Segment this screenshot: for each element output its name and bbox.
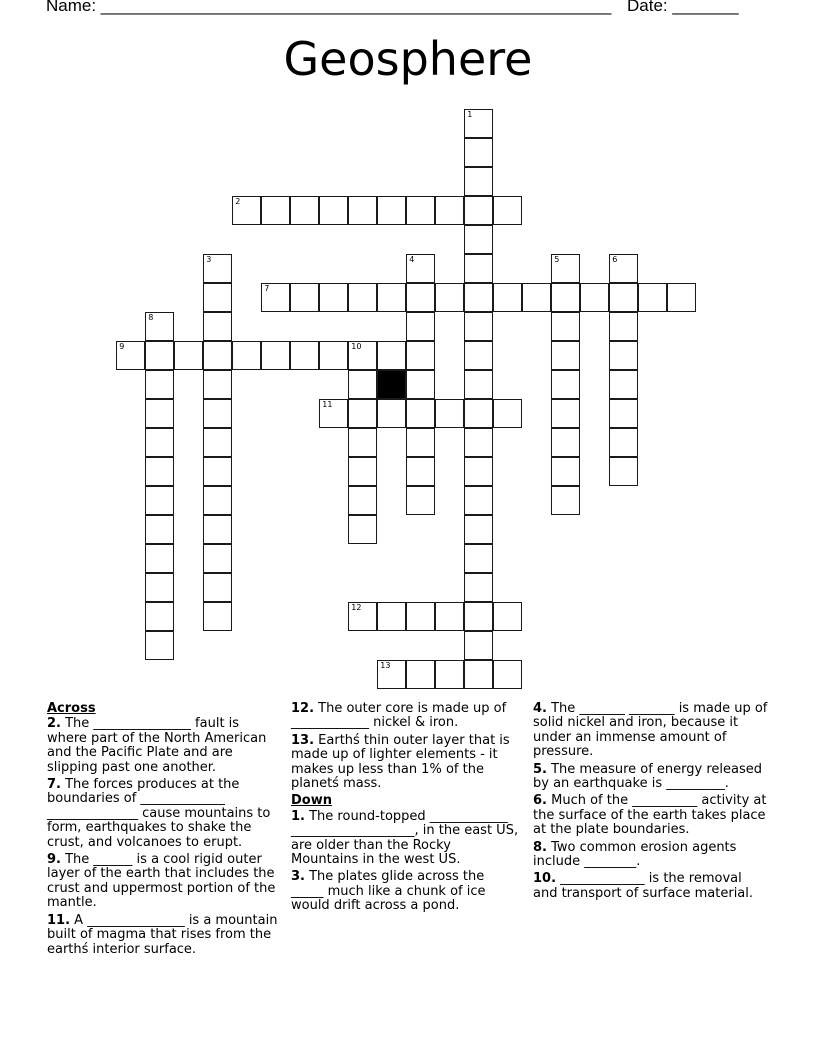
grid-cell[interactable] [464,341,493,370]
clue-down-6 [533,794,769,837]
name-field[interactable]: Name: ______________________________________________________ [46,0,612,15]
grid-cell[interactable] [493,602,522,631]
grid-cell[interactable] [406,660,435,689]
clue-text: The measure of energy released by an earthquake is _________. [533,761,763,792]
grid-cell[interactable] [551,254,580,283]
grid-cell[interactable] [348,486,377,515]
clue-number-label: 7 [264,284,270,294]
grid-cell[interactable] [348,457,377,486]
grid-cell[interactable] [145,370,174,399]
clue-text: Two common erosion agents include ________. [533,839,737,870]
grid-cell[interactable] [203,486,232,515]
grid-cell[interactable] [145,486,174,515]
grid-cell[interactable] [551,283,580,312]
grid-cell[interactable] [493,660,522,689]
grid-cell[interactable] [203,515,232,544]
clue-text: The _______ _______ is made up of solid nickel and iron, because it under an immense amount of pressure. [533,701,768,760]
grid-cell[interactable] [464,312,493,341]
grid-cell[interactable] [609,283,638,312]
grid-cell[interactable] [145,457,174,486]
grid-cell[interactable] [435,196,464,225]
clue-number: 1. [291,808,305,824]
clue-number-label: 1 [467,110,473,120]
clue-number: 4. [533,701,547,716]
grid-cell[interactable] [290,196,319,225]
grid-cell[interactable] [203,602,232,631]
grid-cell[interactable] [464,399,493,428]
grid-cell[interactable] [348,370,377,399]
grid-cell[interactable] [377,660,406,689]
grid-cell[interactable] [145,515,174,544]
clue-number-label: 11 [322,400,333,410]
grid-cell[interactable] [580,283,609,312]
grid-cell[interactable] [203,399,232,428]
grid-cell[interactable] [522,283,551,312]
grid-cell[interactable] [667,283,696,312]
clue-text: The plates glide across the _____ much like a chunk of ice would drift across a pond. [291,869,486,914]
clues-column-2 [291,702,519,917]
grid-cell[interactable] [406,428,435,457]
grid-cell[interactable] [609,312,638,341]
grid-cell[interactable] [145,602,174,631]
grid-cell[interactable] [261,196,290,225]
grid-cell[interactable] [609,341,638,370]
clue-number: 8. [533,839,547,855]
grid-cell[interactable] [377,196,406,225]
grid-cell[interactable] [145,428,174,457]
clue-text: A _______________ is a mountain built of magma that rises from the earthś interior surface. [47,912,278,957]
across-heading: Across [47,701,96,716]
grid-cell[interactable] [203,370,232,399]
grid-cell[interactable] [435,283,464,312]
grid-cell[interactable] [464,370,493,399]
grid-cell[interactable] [377,341,406,370]
grid-cell[interactable] [464,167,493,196]
grid-cell[interactable] [348,399,377,428]
grid-cell[interactable] [464,138,493,167]
clue-number-label: 5 [554,255,560,265]
grid-cell[interactable] [203,341,232,370]
clue-down-4 [533,702,769,760]
grid-cell[interactable] [609,254,638,283]
grid-cell[interactable] [609,370,638,399]
grid-cell[interactable] [493,399,522,428]
grid-cell[interactable] [493,283,522,312]
clue-number: 9. [47,852,61,868]
grid-cell[interactable] [319,341,348,370]
grid-cell[interactable] [464,457,493,486]
page-title: Geosphere [283,32,533,86]
grid-cell[interactable] [203,457,232,486]
grid-cell[interactable] [406,486,435,515]
grid-cell[interactable] [174,341,203,370]
grid-cell[interactable] [464,544,493,573]
clue-number-label: 8 [148,313,154,323]
grid-cell[interactable] [348,428,377,457]
grid-cell[interactable] [464,631,493,660]
grid-cell[interactable] [348,283,377,312]
grid-cell[interactable] [464,225,493,254]
grid-cell[interactable] [464,254,493,283]
clue-number: 6. [533,793,547,809]
clue-across-13 [291,734,519,792]
grid-cell[interactable] [609,428,638,457]
grid-cell[interactable] [435,399,464,428]
clue-across-11 [47,914,282,957]
clue-text: Earthś thin outer layer that is made up of lighter elements - it makes up less than 1% of the planetś mass. [291,732,510,792]
grid-cell[interactable] [348,602,377,631]
grid-cell[interactable] [493,196,522,225]
grid-cell[interactable] [406,196,435,225]
grid-cell[interactable] [261,283,290,312]
date-field[interactable]: Date: _______ [627,0,739,15]
clue-text: Much of the __________ activity at the surface of the earth takes place at the plate boundaries. [533,793,767,838]
clue-across-12 [291,702,519,731]
grid-cell[interactable] [319,196,348,225]
grid-cell[interactable] [551,428,580,457]
grid-cell[interactable] [145,544,174,573]
clue-text: The outer core is made up of ____________ nickel & iron. [291,701,507,731]
clue-across-2 [47,717,282,775]
grid-cell[interactable] [464,196,493,225]
grid-cell[interactable] [551,341,580,370]
grid-cell[interactable] [145,573,174,602]
clue-down-10 [533,872,769,901]
grid-cell[interactable] [406,457,435,486]
grid-cell[interactable] [406,254,435,283]
clue-number: 12. [291,701,315,716]
grid-cell[interactable] [551,457,580,486]
grid-cell[interactable] [377,602,406,631]
grid-cell[interactable] [551,486,580,515]
clue-number-label: 9 [119,342,125,352]
grid-cell[interactable] [290,341,319,370]
grid-cell[interactable] [145,399,174,428]
grid-cell[interactable] [406,602,435,631]
grid-cell[interactable] [203,312,232,341]
grid-cell[interactable] [406,341,435,370]
grid-cell[interactable] [377,399,406,428]
grid-cell[interactable] [203,544,232,573]
grid-cell[interactable] [551,370,580,399]
grid-cell[interactable] [551,399,580,428]
grid-cell[interactable] [203,254,232,283]
clue-text: The _______________ fault is where part of the North American and the Pacific Plate and are slipping past one another. [47,716,267,775]
grid-cell[interactable] [203,428,232,457]
grid-cell[interactable] [406,399,435,428]
grid-cell[interactable] [145,312,174,341]
clue-number: 2. [47,716,61,732]
clue-text: _____________ is the removal and transport of surface material. [533,871,754,901]
grid-cell[interactable] [638,283,667,312]
down-heading: Down [291,793,332,809]
clue-text: The ______ is a cool rigid outer layer of the earth that includes the crust and uppermost portion of the mantle. [47,852,276,911]
grid-cell[interactable] [609,457,638,486]
clue-number: 7. [47,777,61,793]
grid-cell[interactable] [145,631,174,660]
grid-cell[interactable] [551,312,580,341]
clue-down-5 [533,763,769,792]
clue-number-label: 12 [351,603,362,613]
grid-cell[interactable] [203,283,232,312]
grid-cell[interactable] [290,283,319,312]
clue-number-label: 4 [409,255,415,265]
clue-text: The round-topped ____________ ___________________, in the east US, are older than the Rocky Mountains in the west US. [291,808,519,868]
grid-cell[interactable] [609,399,638,428]
clue-down-8 [533,841,769,870]
grid-cell[interactable] [377,283,406,312]
clue-text: The forces produces at the boundaries of _____________ ______________ cause mountains to form, earthquakes to shake the crust, and volcanoes to erupt. [47,777,271,850]
clues-column-1 [47,702,282,960]
grid-cell[interactable] [319,283,348,312]
grid-cell[interactable] [203,573,232,602]
grid-cell[interactable] [319,399,348,428]
grid-cell[interactable] [464,109,493,138]
grid-cell[interactable] [116,341,145,370]
grid-cell[interactable] [435,602,464,631]
clue-number-label: 10 [351,342,362,352]
grid-cell[interactable] [464,602,493,631]
grid-cell[interactable] [348,515,377,544]
clue-number: 3. [291,869,305,885]
clue-number: 13. [291,732,315,748]
clue-number-label: 2 [235,197,241,207]
grid-cell[interactable] [348,341,377,370]
grid-cell[interactable] [261,341,290,370]
clue-number-label: 13 [380,661,391,671]
clue-down-1 [291,810,519,868]
grid-cell[interactable] [464,428,493,457]
grid-cell[interactable] [435,660,464,689]
grid-cell[interactable] [145,341,174,370]
grid-cell[interactable] [406,370,435,399]
clue-across-7 [47,778,282,850]
grid-cell[interactable] [232,341,261,370]
clue-number: 10. [533,871,557,887]
clue-number-label: 3 [206,255,212,265]
grid-cell[interactable] [464,515,493,544]
clue-down-3 [291,870,519,913]
grid-cell[interactable] [232,196,261,225]
grid-cell[interactable] [464,283,493,312]
clue-across-9 [47,853,282,911]
grid-cell[interactable] [464,486,493,515]
grid-cell[interactable] [348,196,377,225]
clue-number-label: 6 [612,255,618,265]
grid-cell[interactable] [464,660,493,689]
clues-column-3 [533,702,769,904]
grid-cell[interactable] [406,283,435,312]
grid-cell[interactable] [406,312,435,341]
clue-number: 5. [533,761,547,777]
block-cell [377,370,406,399]
grid-cell[interactable] [464,573,493,602]
clue-number: 11. [47,912,71,928]
